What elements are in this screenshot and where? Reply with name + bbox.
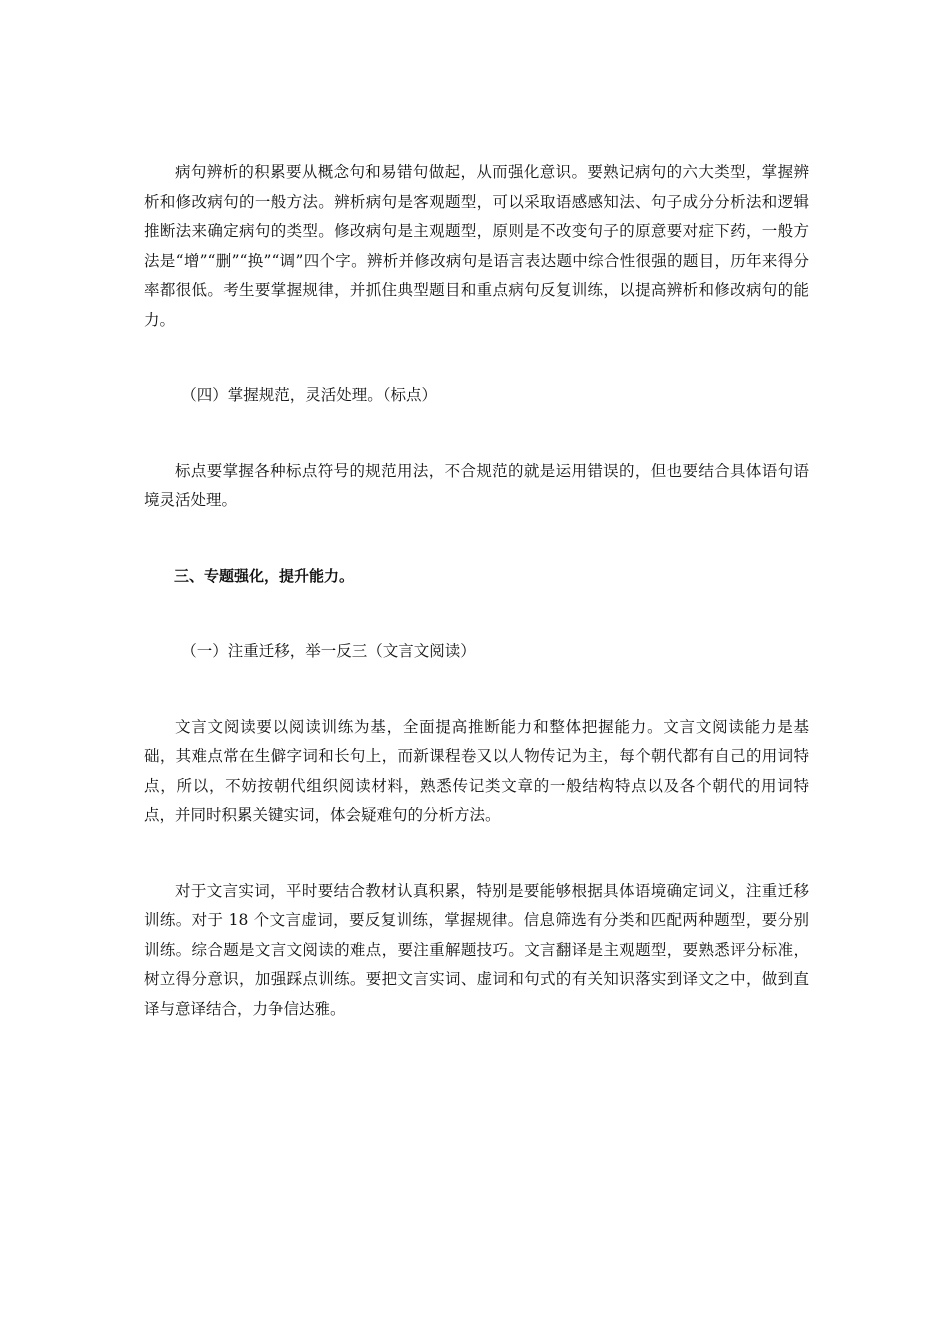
paragraph-spacer [144, 411, 809, 457]
document-body [144, 158, 809, 1024]
paragraph-spacer [144, 335, 809, 381]
subheading-classical-reading: （一）注重迁移，举一反三（文言文阅读） [181, 642, 476, 660]
paragraph-punctuation: 标点要掌握各种标点符号的规范用法，不合规范的就是运用错误的，但也要结合具体语句语境灵活处理。 [144, 461, 809, 509]
paragraph-spacer [144, 591, 809, 637]
paragraph-sentence-errors: 病句辨析的积累要从概念句和易错句做起，从而强化意识。要熟记病句的六大类型，掌握辨析和修改病句的一般方法。辨析病句是客观题型，可以采取语感感知法、句子成分分析法和逻辑推断法来确定病句的类型。修改病句是主观题型，原则是不改变句子的原意要对症下药，一般方法是“增”“删”“换”“调”四个字。辨析并修改病句是语言表达题中综合性很强的题目，历年来得分率都很低。考生要掌握规律，并抓住典型题目和重点病句反复训练，以提高辨析和修改病句的能力。 [144, 163, 809, 329]
paragraph-classical-words: 对于文言实词，平时要结合教材认真积累，特别是要能够根据具体语境确定词义，注重迁移训练。对于 18 个文言虚词，要反复训练，掌握规律。信息筛选有分类和匹配两种题型，要分别训练。综合题是文言文阅读的难点，要注重解题技巧。文言翻译是主观题型，要熟悉评分标准，树立得分意识，加强踩点训练。要把文言实词、虚词和句式的有关知识落实到译文之中，做到直译与意译结合，力争信达雅。 [144, 881, 809, 1018]
paragraph-spacer [144, 667, 809, 713]
paragraph-classical-reading: 文言文阅读要以阅读训练为基，全面提高推断能力和整体把握能力。文言文阅读能力是基础，其难点常在生僻字词和长句上，而新课程卷又以人物传记为主，每个朝代都有自己的用词特点，所以，不妨按朝代组织阅读材料，熟悉传记类文章的一般结构特点以及各个朝代的用词特点，并同时积累关键实词，体会疑难句的分析方法。 [144, 717, 809, 824]
subheading-punctuation: （四）掌握规范，灵活处理。（标点） [181, 386, 437, 404]
section-heading-three: 三、专题强化，提升能力。 [174, 566, 355, 585]
paragraph-spacer [144, 831, 809, 877]
paragraph-spacer [144, 516, 809, 562]
